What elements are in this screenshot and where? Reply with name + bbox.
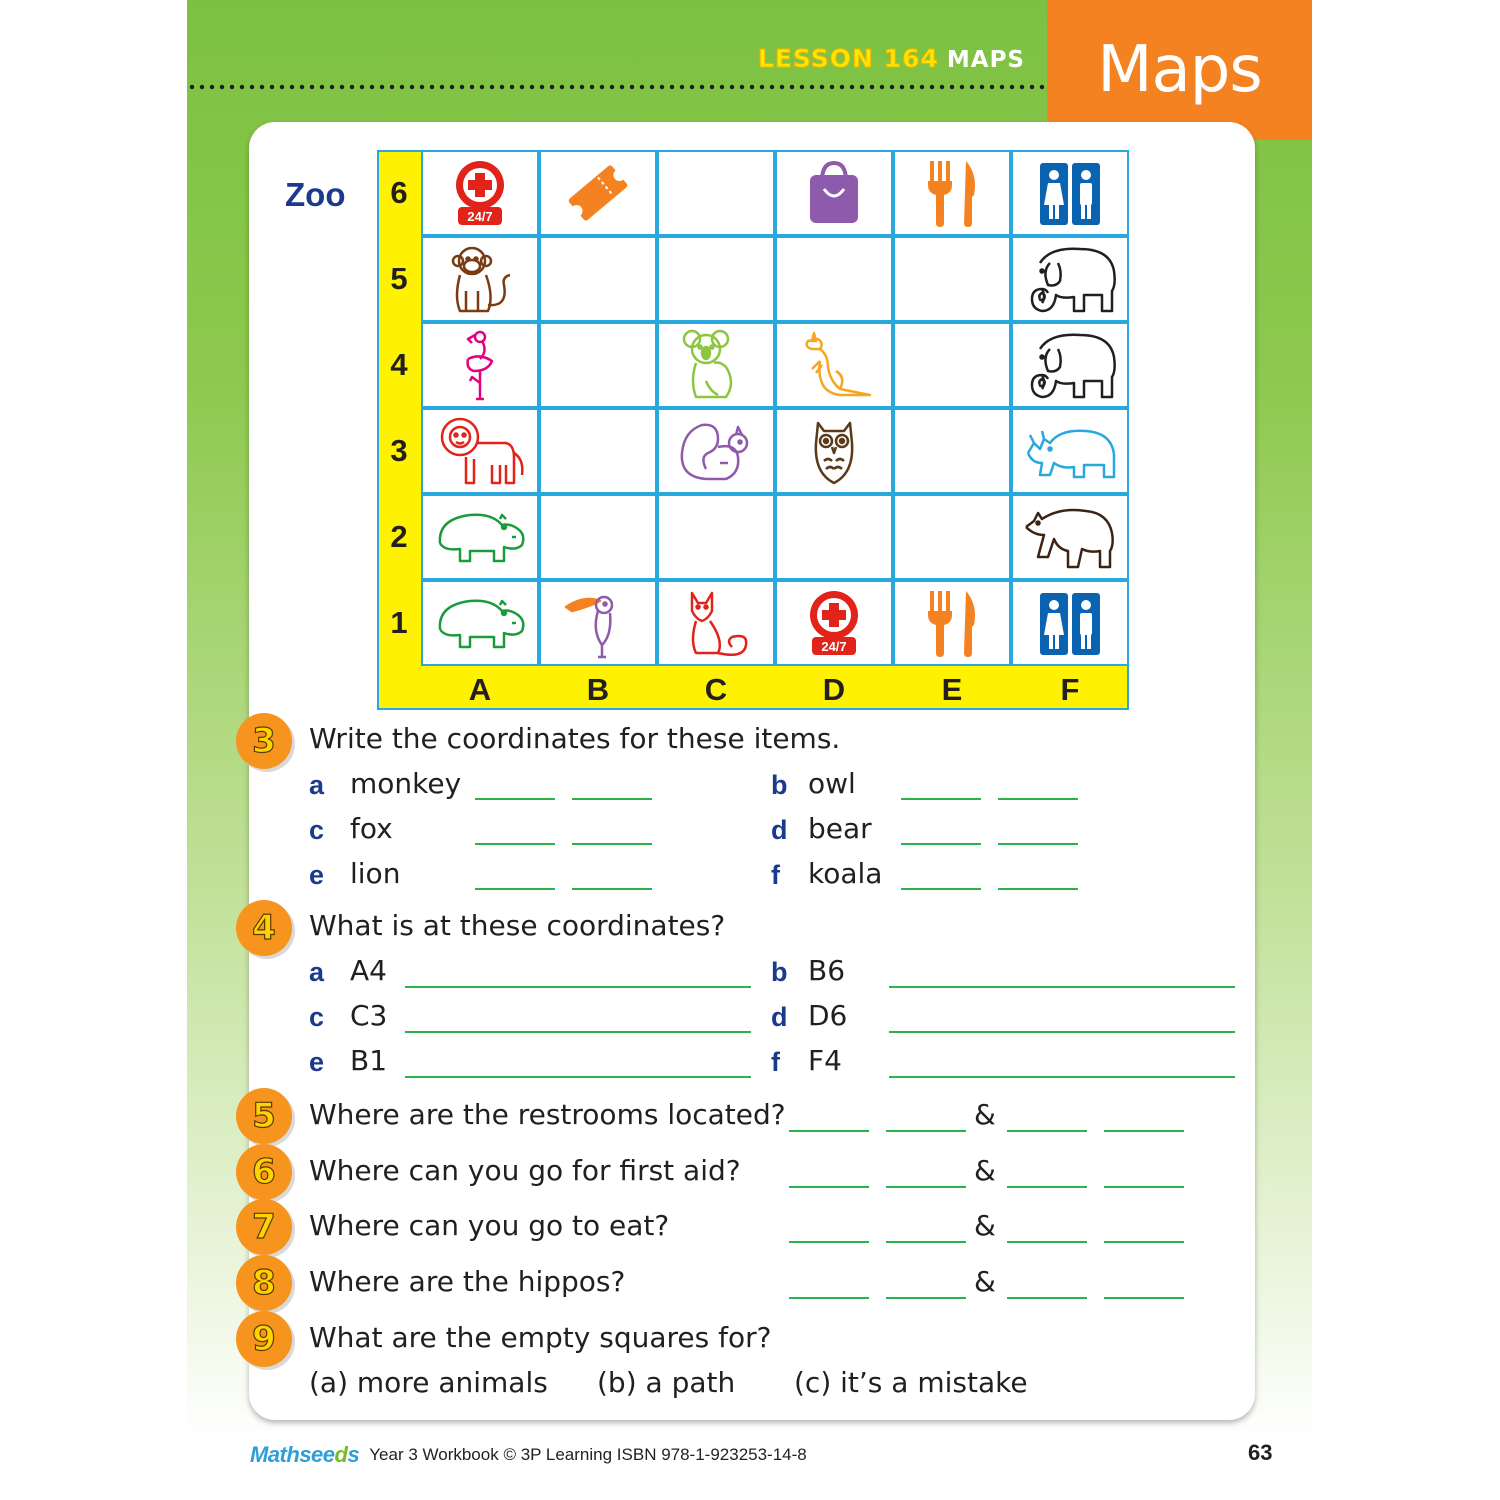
q3-answer-a2[interactable] — [572, 798, 652, 800]
q8-ampersand: & — [974, 1265, 996, 1298]
question-3-number: 3 — [252, 721, 276, 761]
q4-answer-b[interactable] — [889, 986, 1235, 988]
grid-cell-d3 — [775, 408, 893, 494]
grid-cell-e1 — [893, 580, 1011, 666]
q4-item-f: F4 — [808, 1044, 842, 1077]
row-label-3: 3 — [390, 433, 408, 468]
q9-option-a[interactable]: (a) more animals — [309, 1366, 548, 1399]
q6-ampersand: & — [974, 1154, 996, 1187]
q3-answer-e1[interactable] — [475, 888, 555, 890]
q3-item-b: owl — [808, 767, 856, 800]
owl-icon — [784, 413, 884, 489]
grid-cell-d1 — [775, 580, 893, 666]
q4-letter-e: e — [309, 1047, 325, 1077]
question-6-text: Where can you go for first aid? — [309, 1154, 741, 1187]
q6-answer-4[interactable] — [1104, 1186, 1184, 1188]
footer-text: Year 3 Workbook © 3P Learning ISBN 978-1-923253-14-8 — [369, 1445, 807, 1464]
grid-cell-e5 — [893, 236, 1011, 322]
q3-letter-c: c — [309, 815, 325, 845]
grid-cell-a6 — [421, 150, 539, 236]
q3-item-e: lion — [350, 857, 401, 890]
question-9-badge — [236, 1311, 292, 1367]
hippo-icon — [430, 499, 530, 575]
q3-answer-f2[interactable] — [998, 888, 1078, 890]
grid-cell-b1 — [539, 580, 657, 666]
logo-text-o: d — [334, 1442, 348, 1467]
grid-cell-b4 — [539, 322, 657, 408]
grid-cell-e4 — [893, 322, 1011, 408]
question-6-badge — [236, 1144, 292, 1200]
q3-answer-e2[interactable] — [572, 888, 652, 890]
title-tab — [1047, 0, 1312, 140]
q4-item-c: C3 — [350, 999, 388, 1032]
q8-answer-3[interactable] — [1007, 1297, 1087, 1299]
q4-letter-d: d — [771, 1002, 788, 1032]
grid-cell-d6 — [775, 150, 893, 236]
grid-cell-f2 — [1011, 494, 1129, 580]
row-label-6: 6 — [390, 175, 408, 210]
q4-answer-e[interactable] — [405, 1076, 751, 1078]
q4-item-e: B1 — [350, 1044, 388, 1077]
question-8-text: Where are the hippos? — [309, 1265, 626, 1298]
lion-icon — [430, 413, 530, 489]
q4-letter-b: b — [771, 957, 788, 987]
q3-item-c: fox — [350, 812, 393, 845]
squirrel-icon — [666, 413, 766, 489]
grid-cell-b3 — [539, 408, 657, 494]
column-label-b: B — [586, 672, 610, 707]
row-label-1: 1 — [390, 605, 408, 640]
q6-answer-2[interactable] — [886, 1186, 966, 1188]
food-icon — [902, 585, 1002, 661]
row-label-2: 2 — [390, 519, 408, 554]
question-8-number: 8 — [252, 1263, 276, 1303]
logo-text-a: Mathsee — [250, 1442, 335, 1467]
grid-cell-c5 — [657, 236, 775, 322]
question-5-text: Where are the restrooms located? — [309, 1098, 786, 1131]
elephant-icon — [1020, 327, 1120, 403]
toucan-icon — [548, 585, 648, 661]
q3-letter-b: b — [771, 770, 788, 800]
lesson-header — [695, 44, 1025, 73]
question-4-number: 4 — [252, 908, 276, 948]
question-8-badge — [236, 1255, 292, 1311]
monkey-icon — [430, 241, 530, 317]
grid-cell-e3 — [893, 408, 1011, 494]
grid-cell-f5 — [1011, 236, 1129, 322]
grid-cell-c3 — [657, 408, 775, 494]
grid-cell-a4 — [421, 322, 539, 408]
grid-cell-e6 — [893, 150, 1011, 236]
kangaroo-icon — [784, 327, 884, 403]
q4-item-a: A4 — [350, 954, 387, 987]
q5-ampersand: & — [974, 1098, 996, 1131]
grid-cell-f6 — [1011, 150, 1129, 236]
q4-answer-c[interactable] — [405, 1031, 751, 1033]
page-number: 63 — [1248, 1440, 1273, 1465]
q6-answer-1[interactable] — [789, 1186, 869, 1188]
q3-letter-d: d — [771, 815, 788, 845]
q5-answer-3[interactable] — [1007, 1130, 1087, 1132]
q3-letter-f: f — [771, 860, 780, 890]
question-5-number: 5 — [252, 1096, 276, 1136]
grid-cell-c2 — [657, 494, 775, 580]
grid-cell-d2 — [775, 494, 893, 580]
q8-answer-4[interactable] — [1104, 1297, 1184, 1299]
grid-cell-a2 — [421, 494, 539, 580]
q3-answer-d2[interactable] — [998, 843, 1078, 845]
grid-cell-c6 — [657, 150, 775, 236]
q4-letter-f: f — [771, 1047, 780, 1077]
q9-option-b[interactable]: (b) a path — [597, 1366, 736, 1399]
grid-cell-a1 — [421, 580, 539, 666]
q5-answer-2[interactable] — [886, 1130, 966, 1132]
grid-cell-d5 — [775, 236, 893, 322]
q4-letter-a: a — [309, 957, 325, 987]
q3-answer-a1[interactable] — [475, 798, 555, 800]
q7-ampersand: & — [974, 1209, 996, 1242]
question-3-badge — [236, 713, 292, 769]
row-label-4: 4 — [390, 347, 408, 382]
svg-text:24/7: 24/7 — [467, 209, 493, 224]
grid-cell-a5 — [421, 236, 539, 322]
grid-cell-f4 — [1011, 322, 1129, 408]
question-7-number: 7 — [252, 1207, 276, 1247]
restroom-icon — [1020, 585, 1120, 661]
q8-answer-2[interactable] — [886, 1297, 966, 1299]
q3-item-d: bear — [808, 812, 872, 845]
flamingo-icon — [430, 327, 530, 403]
grid-cell-c4 — [657, 322, 775, 408]
svg-text:24/7: 24/7 — [821, 639, 847, 654]
shopping-bag-icon — [784, 155, 884, 231]
q6-answer-3[interactable] — [1007, 1186, 1087, 1188]
grid-cell-e2 — [893, 494, 1011, 580]
first-aid-icon — [784, 585, 884, 661]
q4-item-d: D6 — [808, 999, 848, 1032]
q7-answer-1[interactable] — [789, 1241, 869, 1243]
elephant-icon — [1020, 241, 1120, 317]
bear-icon — [1020, 499, 1120, 575]
question-7-text: Where can you go to eat? — [309, 1209, 670, 1242]
q4-answer-a[interactable] — [405, 986, 751, 988]
lesson-topic: MAPS — [946, 47, 1025, 73]
first-aid-icon — [430, 155, 530, 231]
rhino-icon — [1020, 413, 1120, 489]
mathseeds-logo — [250, 1442, 359, 1468]
grid-cell-f1 — [1011, 580, 1129, 666]
q3-letter-a: a — [309, 770, 325, 800]
q7-answer-2[interactable] — [886, 1241, 966, 1243]
map-title: Zoo — [285, 176, 346, 213]
footer — [250, 1440, 807, 1470]
q3-item-f: koala — [808, 857, 883, 890]
question-5-badge — [236, 1088, 292, 1144]
q7-answer-3[interactable] — [1007, 1241, 1087, 1243]
q3-answer-c2[interactable] — [572, 843, 652, 845]
q3-answer-c1[interactable] — [475, 843, 555, 845]
fox-icon — [666, 585, 766, 661]
q5-answer-4[interactable] — [1104, 1130, 1184, 1132]
tab-title: Maps — [1097, 33, 1262, 107]
column-label-e: E — [941, 672, 963, 707]
food-icon — [902, 155, 1002, 231]
q8-answer-1[interactable] — [789, 1297, 869, 1299]
column-label-d: D — [822, 672, 846, 707]
row-label-5: 5 — [390, 261, 408, 296]
question-4-text: What is at these coordinates? — [309, 909, 726, 942]
q3-answer-f1[interactable] — [901, 888, 981, 890]
q3-answer-b2[interactable] — [998, 798, 1078, 800]
q4-letter-c: c — [309, 1002, 325, 1032]
grid-cell-b6 — [539, 150, 657, 236]
grid-cell-d4 — [775, 322, 893, 408]
q4-answer-f[interactable] — [889, 1076, 1235, 1078]
q4-answer-d[interactable] — [889, 1031, 1235, 1033]
logo-text-b: s — [347, 1442, 360, 1467]
grid-cell-b5 — [539, 236, 657, 322]
q4-item-b: B6 — [808, 954, 846, 987]
koala-icon — [666, 327, 766, 403]
question-3-text: Write the coordinates for these items. — [309, 722, 841, 755]
restroom-icon — [1020, 155, 1120, 231]
hippo-icon — [430, 585, 530, 661]
column-label-c: C — [704, 672, 728, 707]
grid-cell-a3 — [421, 408, 539, 494]
question-4-badge — [236, 900, 292, 956]
column-label-a: A — [468, 672, 492, 707]
grid-cell-f3 — [1011, 408, 1129, 494]
q9-option-c[interactable]: (c) it’s a mistake — [794, 1366, 1028, 1399]
dotted-rule — [187, 84, 1047, 90]
question-9-text: What are the empty squares for? — [309, 1321, 772, 1354]
q3-answer-d1[interactable] — [901, 843, 981, 845]
column-label-f: F — [1060, 672, 1080, 707]
question-9-number: 9 — [252, 1319, 276, 1359]
grid-cell-b2 — [539, 494, 657, 580]
q7-answer-4[interactable] — [1104, 1241, 1184, 1243]
question-6-number: 6 — [252, 1152, 276, 1192]
q3-letter-e: e — [309, 860, 325, 890]
q3-answer-b1[interactable] — [901, 798, 981, 800]
ticket-icon — [548, 155, 648, 231]
lesson-label: LESSON 164 — [757, 44, 939, 73]
q3-item-a: monkey — [350, 767, 462, 800]
question-7-badge — [236, 1199, 292, 1255]
q5-answer-1[interactable] — [789, 1130, 869, 1132]
grid-cell-c1 — [657, 580, 775, 666]
